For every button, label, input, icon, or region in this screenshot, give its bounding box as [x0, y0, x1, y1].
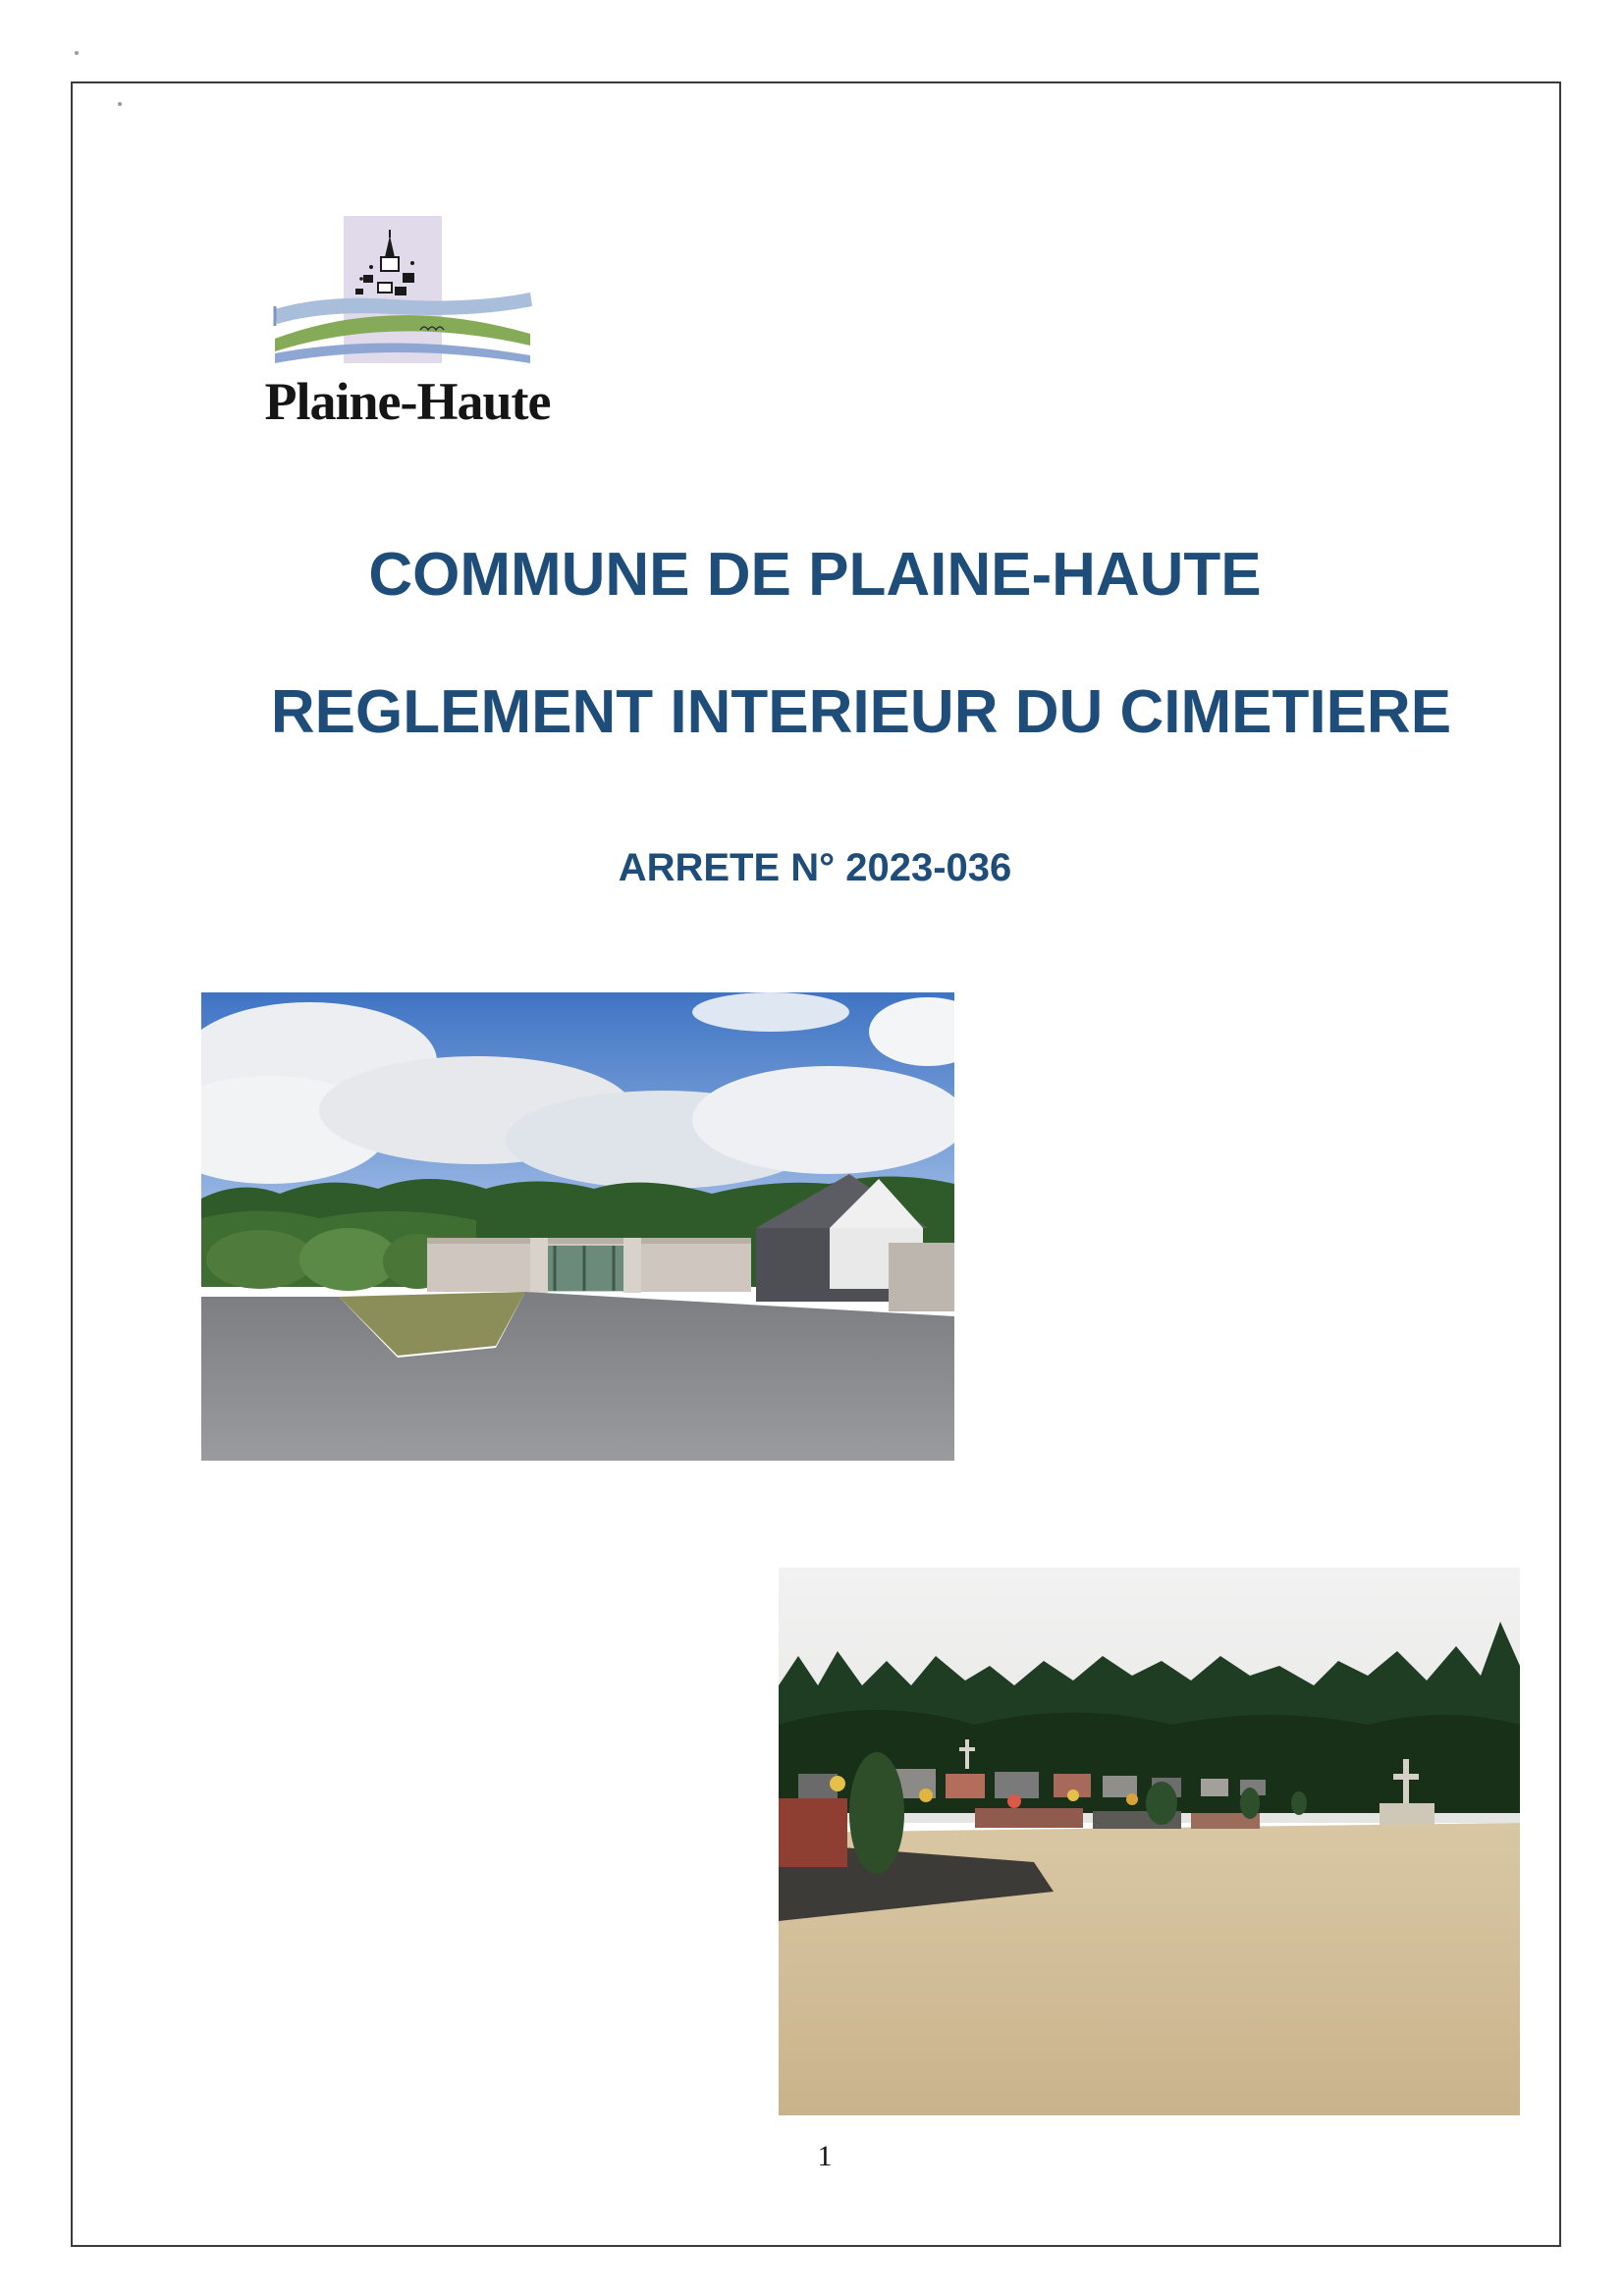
municipal-logo — [245, 216, 569, 442]
church-village-logo-icon — [245, 216, 569, 373]
scan-speck — [75, 51, 79, 55]
page-subtitle: REGLEMENT INTERIEUR DU CIMETIERE — [270, 678, 1452, 746]
logo-wordmark: Plaine-Haute — [264, 372, 551, 431]
cemetery-graves-photo — [779, 1568, 1520, 2115]
cemetery-entrance-photo — [201, 992, 954, 1461]
page-title: COMMUNE DE PLAINE-HAUTE — [368, 541, 1262, 609]
page-number: 1 — [817, 2140, 833, 2172]
decree-number: ARRETE N° 2023-036 — [618, 846, 1012, 889]
